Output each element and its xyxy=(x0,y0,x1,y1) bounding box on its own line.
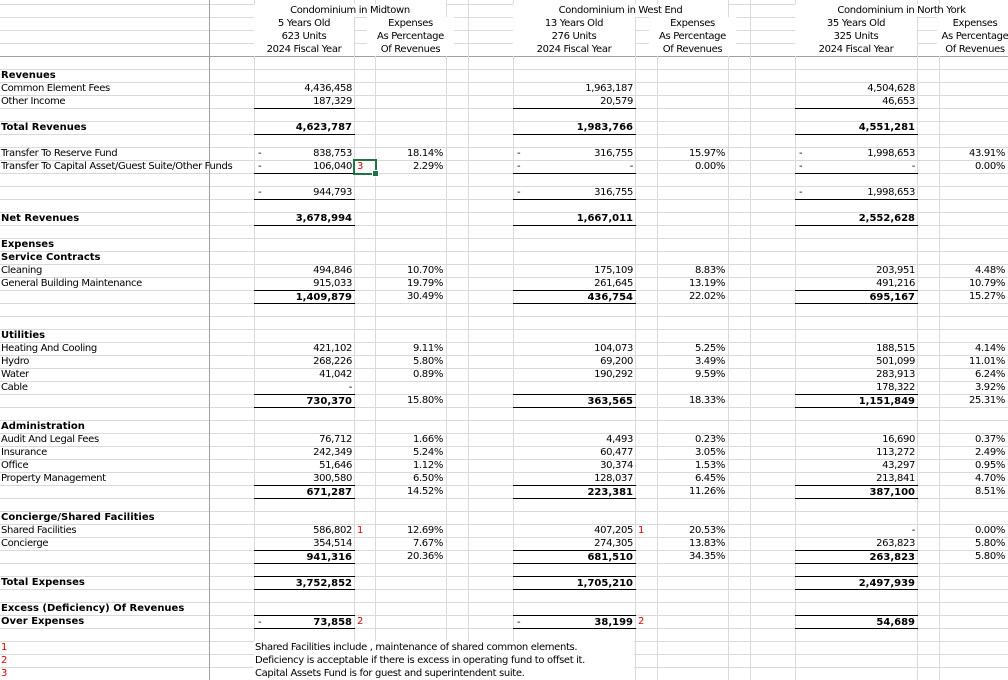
row-label-heating[interactable]: Heating And Cooling xyxy=(1,343,97,354)
row-label-office[interactable]: Office xyxy=(1,460,29,471)
northyork-water-pct-cell[interactable]: 6.24% xyxy=(974,369,1005,380)
northyork-hydro-pct-cell[interactable]: 11.01% xyxy=(968,356,1005,367)
westend-transfer-capital-cell[interactable]: - - xyxy=(513,160,636,174)
northyork-concierge-total-cell[interactable]: 263,823 xyxy=(795,550,918,564)
northyork-audit-pct-cell[interactable]: 0.37% xyxy=(974,434,1005,445)
midtown-hydro-cell[interactable]: 268,226 xyxy=(313,356,352,367)
midtown-office-pct-cell[interactable]: 1.12% xyxy=(412,460,443,471)
northyork-general-building-pct-cell[interactable]: 10.79% xyxy=(968,278,1005,289)
row-label-other-income[interactable]: Other Income xyxy=(1,96,66,107)
westend-cleaning-pct-cell[interactable]: 8.83% xyxy=(694,265,725,276)
northyork-transfer-capital-cell[interactable]: - - xyxy=(795,160,918,174)
row-label-hydro[interactable]: Hydro xyxy=(1,356,30,367)
midtown-hydro-pct-cell[interactable]: 5.80% xyxy=(412,356,443,367)
midtown-audit-pct-cell[interactable]: 1.66% xyxy=(412,434,443,445)
northyork-utilities-total-pct-cell[interactable]: 25.31% xyxy=(968,395,1005,406)
northyork-net-revenues-cell[interactable]: 2,552,628 xyxy=(795,212,918,226)
midtown-concierge-total-pct-cell[interactable]: 20.36% xyxy=(406,551,443,562)
row-label-excess-1[interactable]: Excess (Deficiency) Of Revenues xyxy=(1,603,185,614)
westend-concierge-cell[interactable]: 274,305 xyxy=(594,538,633,549)
column-gridline xyxy=(728,0,729,680)
row-gridline xyxy=(0,316,1008,317)
westend-transfer-reserve-cell[interactable]: 316,755 - xyxy=(517,148,633,159)
northyork-utilities-total-cell[interactable]: 1,151,849 xyxy=(795,394,918,408)
row-label-audit[interactable]: Audit And Legal Fees xyxy=(1,434,99,445)
midtown-cable-pct-cell[interactable] xyxy=(375,381,446,394)
westend-hydro-pct-cell[interactable]: 3.49% xyxy=(694,356,725,367)
row-label-revenues[interactable]: Revenues xyxy=(1,70,56,81)
column-gridline xyxy=(750,0,751,680)
midtown-heating-pct-cell[interactable]: 9.11% xyxy=(412,343,443,354)
midtown-net-revenues-cell[interactable]: 3,678,994 xyxy=(254,212,355,226)
midtown-common-element-fees-cell[interactable]: 4,436,458 xyxy=(304,83,352,94)
westend-water-cell[interactable]: 190,292 xyxy=(594,369,633,380)
westend-cable-cell[interactable] xyxy=(513,381,636,395)
midtown-utilities-total-pct-cell[interactable]: 15.80% xyxy=(406,395,443,406)
northyork-property-mgmt-pct-cell[interactable]: 4.70% xyxy=(974,473,1005,484)
northyork-cleaning-pct-cell[interactable]: 4.48% xyxy=(974,265,1005,276)
midtown-insurance-pct-cell[interactable]: 5.24% xyxy=(412,447,443,458)
row-label-service-contracts[interactable]: Service Contracts xyxy=(1,252,101,263)
midtown-shared-facilities-cell[interactable]: 586,802 xyxy=(313,525,352,536)
westend-transfer-total-cell[interactable]: 316,755 - xyxy=(513,186,636,200)
negative-sign: - xyxy=(799,187,803,198)
westend-audit-cell[interactable]: 4,493 xyxy=(606,434,633,445)
westend-heating-pct-cell[interactable]: 5.25% xyxy=(694,343,725,354)
northyork-other-income-cell[interactable]: 46,653 xyxy=(795,95,918,109)
row-label-excess-2[interactable]: Over Expenses xyxy=(1,616,85,627)
pct-header-line-1[interactable]: Expenses xyxy=(937,17,1008,30)
property-fiscal-year[interactable]: 2024 Fiscal Year xyxy=(795,43,917,56)
northyork-total-revenues-cell[interactable]: 4,551,281 xyxy=(795,121,918,135)
row-label-total-expenses[interactable]: Total Expenses xyxy=(1,577,85,588)
midtown-transfer-reserve-cell[interactable]: 838,753 - xyxy=(258,148,352,159)
midtown-audit-cell[interactable]: 76,712 xyxy=(319,434,352,445)
midtown-concierge-total-cell[interactable]: 941,316 xyxy=(254,550,355,564)
westend-common-element-fees-cell[interactable]: 1,963,187 xyxy=(585,83,633,94)
pct-header-line-1[interactable]: Expenses xyxy=(649,17,736,30)
column-gridline xyxy=(657,0,658,680)
midtown-cleaning-cell[interactable]: 494,846 xyxy=(313,265,352,276)
westend-other-income-cell[interactable]: 20,579 xyxy=(513,95,636,109)
westend-shared-facilities-cell[interactable]: 407,205 xyxy=(594,525,633,536)
property-age[interactable]: 35 Years Old xyxy=(795,17,917,30)
property-age[interactable]: 13 Years Old xyxy=(513,17,635,30)
negative-sign: - xyxy=(258,148,262,159)
midtown-utilities-total-cell[interactable]: 730,370 xyxy=(254,394,355,408)
negative-sign: - xyxy=(258,161,262,172)
column-gridline xyxy=(446,0,447,680)
property-units[interactable]: 325 Units xyxy=(795,30,917,43)
pct-header-line-2[interactable]: As Percentage xyxy=(649,30,736,43)
northyork-common-element-fees-cell[interactable]: 4,504,628 xyxy=(867,83,915,94)
negative-sign: - xyxy=(258,187,262,198)
negative-sign: - xyxy=(517,187,521,198)
property-age[interactable]: 5 Years Old xyxy=(254,17,354,30)
midtown-concierge-cell[interactable]: 354,514 xyxy=(313,538,352,549)
westend-water-pct-cell[interactable]: 9.59% xyxy=(694,369,725,380)
westend-utilities-total-cell[interactable]: 363,565 xyxy=(513,394,636,408)
row-label-utilities[interactable]: Utilities xyxy=(1,330,46,341)
row-label-property-mgmt[interactable]: Property Management xyxy=(1,473,106,484)
footnote-text[interactable]: Capital Assets Fund is for guest and superintendent suite. xyxy=(254,667,634,680)
row-label-shared-facilities[interactable]: Shared Facilities xyxy=(1,525,77,536)
northyork-concierge-cell[interactable]: 263,823 xyxy=(876,538,915,549)
westend-admin-total-cell[interactable]: 223,381 xyxy=(513,485,636,499)
midtown-concierge-pct-cell[interactable]: 7.67% xyxy=(412,538,443,549)
northyork-transfer-capital-pct-cell[interactable]: 0.00% xyxy=(974,161,1005,172)
westend-concierge-pct-cell[interactable]: 13.83% xyxy=(688,538,725,549)
midtown-property-mgmt-cell[interactable]: 300,580 xyxy=(313,473,352,484)
midtown-total-revenues-cell[interactable]: 4,623,787 xyxy=(254,121,355,135)
midtown-insurance-cell[interactable]: 242,349 xyxy=(313,447,352,458)
northyork-transfer-reserve-cell[interactable]: 1,998,653 - xyxy=(799,148,915,159)
westend-concierge-total-pct-cell[interactable]: 34.35% xyxy=(688,551,725,562)
northyork-cable-cell[interactable]: 178,322 xyxy=(876,382,915,393)
pct-header-line-3[interactable]: Of Revenues xyxy=(649,43,736,56)
frozen-pane-row-divider xyxy=(0,56,1008,57)
westend-transfer-reserve-pct-cell[interactable]: 15.97% xyxy=(688,148,725,159)
northyork-general-building-cell[interactable]: 491,216 xyxy=(876,278,915,289)
midtown-shared-facilities-pct-cell[interactable]: 12.69% xyxy=(406,525,443,536)
westend-utilities-total-pct-cell[interactable]: 18.33% xyxy=(688,395,725,406)
pct-header-line-1[interactable]: Expenses xyxy=(367,17,454,30)
westend-excess-cell[interactable]: 38,199 - xyxy=(513,615,636,629)
property-units[interactable]: 276 Units xyxy=(513,30,635,43)
westend-transfer-capital-pct-cell[interactable]: 0.00% xyxy=(694,161,725,172)
westend-total-expenses-cell[interactable]: 1,705,210 xyxy=(513,576,636,590)
negative-sign: - xyxy=(258,617,262,628)
midtown-general-building-pct-cell[interactable]: 19.79% xyxy=(406,278,443,289)
row-label-concierge-shared[interactable]: Concierge/Shared Facilities xyxy=(1,512,155,523)
negative-sign: - xyxy=(799,148,803,159)
pct-header-line-2[interactable]: As Percentage xyxy=(937,30,1008,43)
row-label-net-revenues[interactable]: Net Revenues xyxy=(1,213,80,224)
column-gridline xyxy=(375,0,376,680)
row-label-general-building[interactable]: General Building Maintenance xyxy=(1,278,142,289)
footnote-text[interactable]: Shared Facilities include , maintenance of shared common elements. xyxy=(254,641,634,654)
fill-handle[interactable] xyxy=(372,170,379,177)
midtown-heating-cell[interactable]: 421,102 xyxy=(313,343,352,354)
negative-sign: - xyxy=(517,617,521,628)
northyork-audit-cell[interactable]: 16,690 xyxy=(882,434,915,445)
midtown-transfer-capital-pct-cell[interactable]: 2.29% xyxy=(412,161,443,172)
footnote-text[interactable]: Deficiency is acceptable if there is excess in operating fund to offset it. xyxy=(254,654,634,667)
northyork-admin-total-pct-cell[interactable]: 8.51% xyxy=(974,486,1005,497)
property-fiscal-year[interactable]: 2024 Fiscal Year xyxy=(513,43,635,56)
westend-property-mgmt-cell[interactable]: 128,037 xyxy=(594,473,633,484)
midtown-transfer-total-cell[interactable]: 944,793 - xyxy=(254,186,355,200)
northyork-hydro-cell[interactable]: 501,099 xyxy=(876,356,915,367)
row-label-common-element-fees[interactable]: Common Element Fees xyxy=(1,83,110,94)
negative-sign: - xyxy=(517,148,521,159)
row-label-cable[interactable]: Cable xyxy=(1,382,28,393)
northyork-total-expenses-cell[interactable]: 2,497,939 xyxy=(795,576,918,590)
westend-office-pct-cell[interactable]: 1.53% xyxy=(694,460,725,471)
midtown-transfer-reserve-pct-cell[interactable]: 18.14% xyxy=(406,148,443,159)
midtown-property-mgmt-pct-cell[interactable]: 6.50% xyxy=(412,473,443,484)
northyork-office-cell[interactable]: 43,297 xyxy=(882,460,915,471)
midtown-cable-cell[interactable]: - xyxy=(348,382,352,393)
northyork-heating-pct-cell[interactable]: 4.14% xyxy=(974,343,1005,354)
property-title[interactable]: Condominium in North York xyxy=(795,4,1008,17)
westend-cable-pct-cell[interactable] xyxy=(657,381,728,394)
westend-general-building-cell[interactable]: 261,645 xyxy=(594,278,633,289)
midtown-admin-total-pct-cell[interactable]: 14.52% xyxy=(406,486,443,497)
column-gridline xyxy=(468,0,469,680)
midtown-footnote-marker[interactable]: 3 xyxy=(357,161,364,172)
row-label-transfer-capital[interactable]: Transfer To Capital Asset/Guest Suite/Other Funds xyxy=(1,161,233,172)
westend-service-total-pct-cell[interactable]: 22.02% xyxy=(688,291,725,302)
midtown-admin-total-cell[interactable]: 671,287 xyxy=(254,485,355,499)
midtown-transfer-capital-cell[interactable]: 106,040 - xyxy=(254,160,355,174)
northyork-service-total-cell[interactable]: 695,167 xyxy=(795,290,918,304)
midtown-service-total-cell[interactable]: 1,409,879 xyxy=(254,290,355,304)
northyork-transfer-reserve-pct-cell[interactable]: 43.91% xyxy=(968,148,1005,159)
westend-heating-cell[interactable]: 104,073 xyxy=(594,343,633,354)
midtown-total-expenses-cell[interactable]: 3,752,852 xyxy=(254,576,355,590)
northyork-shared-facilities-pct-cell[interactable]: 0.00% xyxy=(974,525,1005,536)
midtown-water-pct-cell[interactable]: 0.89% xyxy=(412,369,443,380)
negative-sign: - xyxy=(517,161,521,172)
westend-audit-pct-cell[interactable]: 0.23% xyxy=(694,434,725,445)
footnote-number[interactable]: 2 xyxy=(1,655,8,666)
northyork-office-pct-cell[interactable]: 0.95% xyxy=(974,460,1005,471)
footnote-number[interactable]: 1 xyxy=(1,642,8,653)
westend-total-revenues-cell[interactable]: 1,983,766 xyxy=(513,121,636,135)
midtown-excess-cell[interactable]: 73,858 - xyxy=(254,615,355,629)
row-label-insurance[interactable]: Insurance xyxy=(1,447,47,458)
westend-office-cell[interactable]: 30,374 xyxy=(600,460,633,471)
westend-cleaning-cell[interactable]: 175,109 xyxy=(594,265,633,276)
northyork-concierge-total-pct-cell[interactable]: 5.80% xyxy=(974,551,1005,562)
westend-general-building-pct-cell[interactable]: 13.19% xyxy=(688,278,725,289)
midtown-footnote-marker[interactable]: 2 xyxy=(357,616,364,627)
northyork-concierge-pct-cell[interactable]: 5.80% xyxy=(974,538,1005,549)
westend-net-revenues-cell[interactable]: 1,667,011 xyxy=(513,212,636,226)
northyork-insurance-cell[interactable]: 113,272 xyxy=(876,447,915,458)
row-label-total-revenues[interactable]: Total Revenues xyxy=(1,122,87,133)
westend-footnote-marker[interactable]: 1 xyxy=(638,525,645,536)
westend-concierge-total-cell[interactable]: 681,510 xyxy=(513,550,636,564)
westend-service-total-cell[interactable]: 436,754 xyxy=(513,290,636,304)
pct-header-line-3[interactable]: Of Revenues xyxy=(937,43,1008,56)
footnote-number[interactable]: 3 xyxy=(1,668,8,679)
row-label-expenses[interactable]: Expenses xyxy=(1,239,55,250)
row-label-administration[interactable]: Administration xyxy=(1,421,85,432)
westend-footnote-marker[interactable]: 2 xyxy=(638,616,645,627)
midtown-general-building-cell[interactable]: 915,033 xyxy=(313,278,352,289)
row-label-concierge[interactable]: Concierge xyxy=(1,538,49,549)
midtown-water-cell[interactable]: 41,042 xyxy=(319,369,352,380)
northyork-property-mgmt-cell[interactable]: 213,841 xyxy=(876,473,915,484)
northyork-transfer-total-cell[interactable]: 1,998,653 - xyxy=(795,186,918,200)
westend-insurance-cell[interactable]: 60,477 xyxy=(600,447,633,458)
pct-header-line-2[interactable]: As Percentage xyxy=(367,30,454,43)
property-fiscal-year[interactable]: 2024 Fiscal Year xyxy=(254,43,354,56)
westend-shared-facilities-pct-cell[interactable]: 20.53% xyxy=(688,525,725,536)
westend-hydro-cell[interactable]: 69,200 xyxy=(600,356,633,367)
northyork-cleaning-cell[interactable]: 203,951 xyxy=(876,265,915,276)
midtown-cleaning-pct-cell[interactable]: 10.70% xyxy=(406,265,443,276)
property-units[interactable]: 623 Units xyxy=(254,30,354,43)
negative-sign: - xyxy=(799,161,803,172)
midtown-service-total-pct-cell[interactable]: 30.49% xyxy=(406,291,443,302)
westend-insurance-pct-cell[interactable]: 3.05% xyxy=(694,447,725,458)
northyork-admin-total-cell[interactable]: 387,100 xyxy=(795,485,918,499)
northyork-water-cell[interactable]: 283,913 xyxy=(876,369,915,380)
row-label-water[interactable]: Water xyxy=(1,369,29,380)
row-label-cleaning[interactable]: Cleaning xyxy=(1,265,43,276)
northyork-heating-cell[interactable]: 188,515 xyxy=(876,343,915,354)
midtown-office-cell[interactable]: 51,646 xyxy=(319,460,352,471)
property-title[interactable]: Condominium in Midtown xyxy=(254,4,446,17)
westend-admin-total-pct-cell[interactable]: 11.26% xyxy=(688,486,725,497)
westend-property-mgmt-pct-cell[interactable]: 6.45% xyxy=(694,473,725,484)
row-label-transfer-reserve[interactable]: Transfer To Reserve Fund xyxy=(1,148,118,159)
northyork-shared-facilities-cell[interactable]: - xyxy=(911,525,915,536)
northyork-cable-pct-cell[interactable]: 3.92% xyxy=(974,382,1005,393)
midtown-footnote-marker[interactable]: 1 xyxy=(357,525,364,536)
property-title[interactable]: Condominium in West End xyxy=(513,4,728,17)
northyork-excess-cell[interactable]: 54,689 xyxy=(795,615,918,629)
northyork-service-total-pct-cell[interactable]: 15.27% xyxy=(968,291,1005,302)
northyork-insurance-pct-cell[interactable]: 2.49% xyxy=(974,447,1005,458)
column-gridline xyxy=(939,0,940,680)
pct-header-line-3[interactable]: Of Revenues xyxy=(367,43,454,56)
midtown-other-income-cell[interactable]: 187,329 xyxy=(254,95,355,109)
